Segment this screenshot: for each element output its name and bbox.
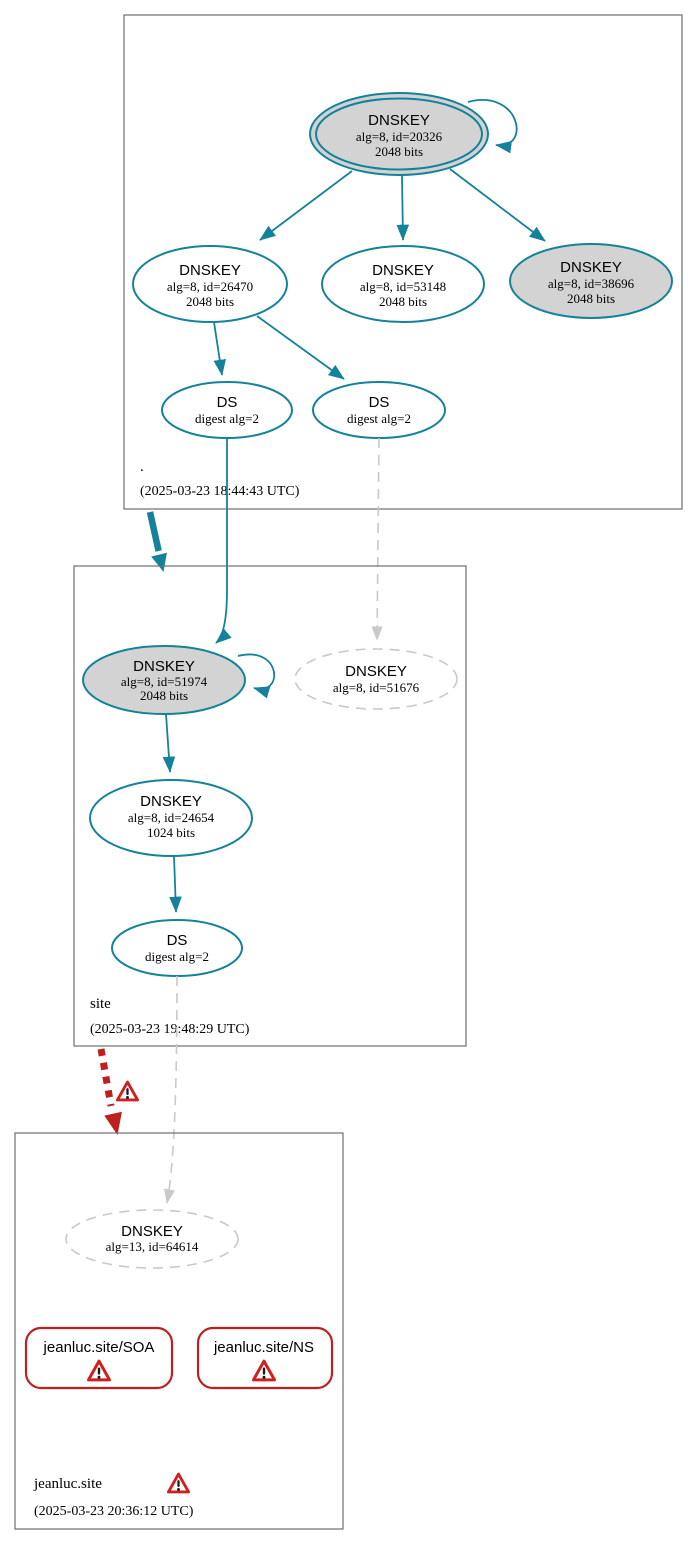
edge-site-delegation-bogus: [101, 1049, 138, 1135]
dnskey-53148-bits: 2048 bits: [378, 294, 428, 309]
warning-icon: [117, 1082, 137, 1100]
dnskey-26470-alg: alg=8, id=26470: [166, 279, 254, 294]
dnskey-20326-title: DNSKEY: [368, 112, 430, 129]
zone-jeanluc-site: [15, 1133, 343, 1529]
warning-icon: [168, 1474, 188, 1492]
edge-site-zsk-to-ds: [174, 856, 176, 912]
rrset-ns-label: jeanluc.site/NS: [213, 1339, 315, 1356]
dnskey-51974-alg: alg=8, id=51974: [120, 674, 208, 689]
dnskey-51676-alg: alg=8, id=51676: [332, 680, 420, 695]
dnskey-20326-alg: alg=8, id=20326: [355, 129, 443, 144]
dnskey-node-51676-missing[interactable]: [295, 649, 457, 709]
edge-ds2-to-site-missing-key: [377, 438, 379, 640]
dnskey-38696-title: DNSKEY: [560, 259, 622, 276]
dnskey-38696-bits: 2048 bits: [566, 291, 616, 306]
edge-zsk1-to-ds2: [257, 316, 344, 379]
zone-site: [74, 566, 466, 1046]
zone-timestamp-site: (2025-03-23 19:48:29 UTC): [90, 1022, 250, 1037]
ds1-detail: digest alg=2: [194, 411, 260, 426]
zone-root: [124, 15, 682, 509]
zone-timestamp-jeanluc-site: (2025-03-23 20:36:12 UTC): [34, 1504, 194, 1519]
ds-site-title: DS: [166, 932, 188, 949]
delegation-arrow-shaft: [150, 512, 159, 551]
dnskey-51974-bits: 2048 bits: [139, 688, 189, 703]
dnskey-node-24654[interactable]: [90, 780, 252, 856]
bogus-delegation-arrow-head: [104, 1112, 122, 1135]
ds1-title: DS: [216, 394, 238, 411]
edge-root-ksk-to-zsk1: [260, 171, 352, 240]
delegation-arrow-head: [151, 553, 167, 572]
edge-root-ksk-to-zsk2: [402, 176, 403, 240]
dnskey-64614-title: DNSKEY: [121, 1223, 183, 1240]
dnskey-26470-bits: 2048 bits: [185, 294, 235, 309]
ds-node-root-2[interactable]: [313, 382, 445, 438]
dnskey-24654-alg: alg=8, id=24654: [127, 810, 215, 825]
zone-label-root: .: [140, 459, 144, 475]
rrset-node-ns[interactable]: [198, 1328, 332, 1388]
dnskey-64614-alg: alg=13, id=64614: [105, 1239, 199, 1254]
ds-node-root-1[interactable]: [162, 382, 292, 438]
zone-timestamp-root: (2025-03-23 18:44:43 UTC): [140, 484, 300, 499]
dnskey-24654-title: DNSKEY: [140, 793, 202, 810]
edge-site-ksk-to-zsk: [166, 714, 170, 772]
dnskey-24654-bits: 1024 bits: [146, 825, 196, 840]
ds2-title: DS: [368, 394, 390, 411]
rrset-node-soa[interactable]: [26, 1328, 172, 1388]
dnskey-51676-title: DNSKEY: [345, 663, 407, 680]
dnskey-node-64614-missing[interactable]: [66, 1210, 238, 1268]
dnskey-node-20326[interactable]: [310, 93, 488, 175]
dnskey-38696-alg: alg=8, id=38696: [547, 276, 635, 291]
dnskey-51974-title: DNSKEY: [133, 658, 195, 675]
bogus-delegation-arrow-shaft: [101, 1049, 111, 1106]
edge-zsk1-to-ds1: [214, 322, 222, 375]
ds-node-site[interactable]: [112, 920, 242, 976]
rrset-soa-label: jeanluc.site/SOA: [43, 1339, 155, 1356]
dnskey-53148-alg: alg=8, id=53148: [359, 279, 447, 294]
ds-site-detail: digest alg=2: [144, 949, 210, 964]
dnskey-node-38696[interactable]: [510, 244, 672, 318]
dnskey-53148-title: DNSKEY: [372, 262, 434, 279]
dnskey-node-51974[interactable]: [83, 646, 245, 714]
dnskey-node-53148[interactable]: [322, 246, 484, 322]
edge-root-ksk-to-zsk3: [450, 169, 545, 241]
ds2-detail: digest alg=2: [346, 411, 412, 426]
zone-label-jeanluc-site: jeanluc.site: [34, 1476, 102, 1492]
zone-label-site: site: [90, 996, 111, 1012]
dnskey-node-26470[interactable]: [133, 246, 287, 322]
edge-ds-site-to-jeanluc-missing-key: [167, 976, 177, 1203]
edge-root-delegation-secure: [150, 512, 167, 572]
edge-ds1-to-site-ksk: [216, 438, 227, 643]
dnskey-20326-bits: 2048 bits: [374, 144, 424, 159]
dnskey-26470-title: DNSKEY: [179, 262, 241, 279]
